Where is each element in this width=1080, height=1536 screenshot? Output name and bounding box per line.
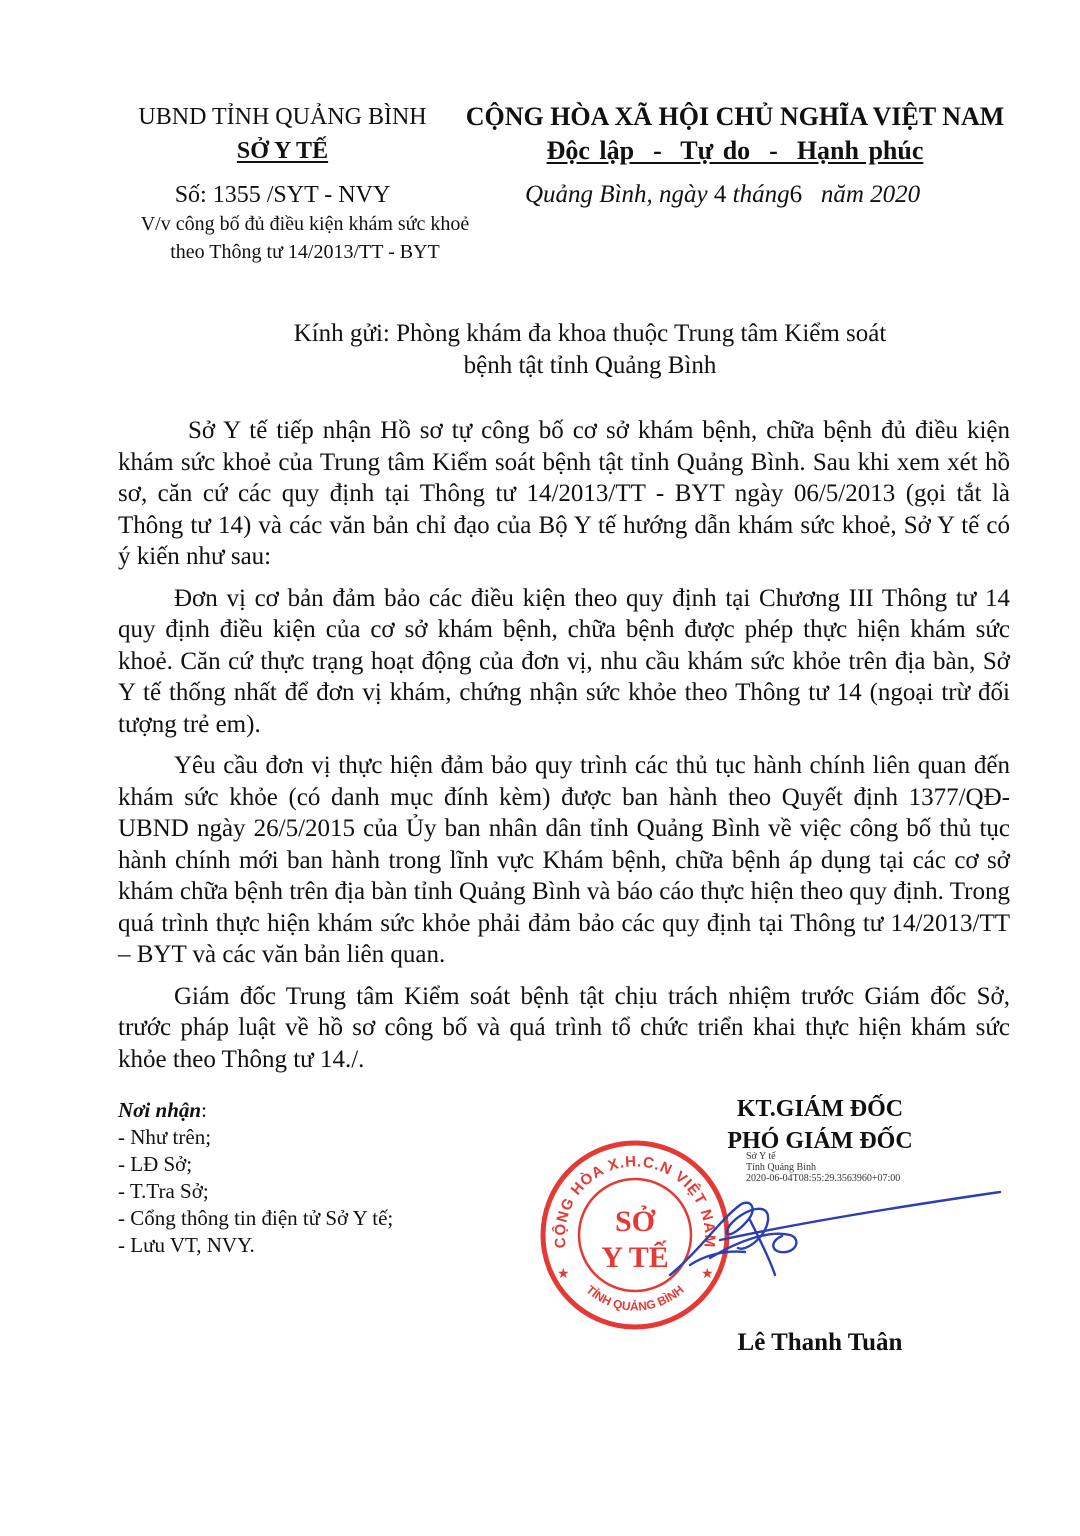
- distribution-item: - Lưu VT, NVY.: [118, 1233, 255, 1257]
- distribution-item: - T.Tra Sở;: [118, 1179, 209, 1203]
- number-suffix: /SYT - NVY: [260, 182, 391, 208]
- issuing-organization: [110, 100, 455, 168]
- subject-line-2: theo Thông tư 14/2013/TT - BYT: [170, 241, 440, 263]
- distribution-title: Nơi nhận: [118, 1098, 202, 1122]
- subject-line-1: V/v công bố đủ điều kiện khám sức khoẻ: [140, 213, 470, 235]
- date-year: năm 2020: [802, 181, 921, 208]
- signer-name: Lê Thanh Tuân: [737, 1329, 903, 1356]
- stamp-ring-text-bottom: TỈNH QUẢNG BÌNH: [583, 1282, 687, 1314]
- distribution-item: - Như trên;: [118, 1125, 212, 1149]
- document-subject: [105, 210, 505, 266]
- distribution-list: [118, 1097, 538, 1259]
- recipient-line-2: bệnh tật tỉnh Quảng Bình: [463, 352, 717, 379]
- date-place: Quảng Bình, ngày: [525, 181, 714, 208]
- signature-title-2: PHÓ GIÁM ĐỐC: [727, 1128, 913, 1154]
- digital-sig-line-2: Tỉnh Quảng Bình: [746, 1162, 816, 1173]
- national-header: [455, 100, 1015, 168]
- distribution-item: - LĐ Sở;: [118, 1152, 193, 1176]
- signature-title: [700, 1093, 940, 1157]
- org-name: SỞ Y TẾ: [236, 138, 329, 164]
- org-parent: UBND TỈNH QUẢNG BÌNH: [138, 104, 427, 130]
- distribution-item: - Cổng thông tin điện tử Sở Y tế;: [118, 1206, 394, 1230]
- national-motto: Độc lập - Tự do - Hạnh phúc: [546, 136, 924, 165]
- recipient-block: [140, 318, 1040, 382]
- body-paragraph-3: Yêu cầu đơn vị thực hiện đảm bảo quy trình các thủ tục hành chính liên quan đến khám sức khỏe (có danh mục đính kèm) được ban hành theo Quyết định 1377/QĐ-UBND ngày 26/5/2015 của Ủy ban nhân dân tỉnh Quảng Bình về việc công bố thủ tục hành chính mới ban hành trong lĩnh vực Khám bệnh, chữa bệnh áp dụng tại các cơ sở khám chữa bệnh trên địa bàn tỉnh Quảng Bình và báo cáo thực hiện theo quy định. Trong quá trình thực hiện khám sức khỏe phải đảm bảo các quy định tại Thông tư 14/2013/TT – BYT và các văn bản liên quan.: [118, 752, 1010, 968]
- stamp-ring-text-top: CỘNG HÒA X.H.C.N VIỆT NAM: [551, 1153, 719, 1249]
- signature-title-1: KT.GIÁM ĐỐC: [736, 1096, 904, 1122]
- digital-sig-line-1: Sở Y tế: [746, 1151, 776, 1162]
- date-month-label: tháng: [726, 181, 790, 208]
- handwritten-signature: [650, 1180, 1010, 1300]
- stamp-center-line-1: SỞ: [614, 1205, 656, 1238]
- star-icon: ★: [701, 1267, 714, 1282]
- number-prefix: Số:: [174, 182, 213, 208]
- nation-title: CỘNG HÒA XÃ HỘI CHỦ NGHĨA VIỆT NAM: [465, 102, 1005, 131]
- star-icon: ★: [557, 1267, 570, 1282]
- recipient-line-1: Kính gửi: Phòng khám đa khoa thuộc Trung tâm Kiểm soát: [293, 320, 887, 347]
- digital-signature-info: [746, 1151, 1006, 1184]
- stamp-center-line-2: Y TẾ: [601, 1241, 669, 1274]
- digital-sig-line-3: 2020-06-04T08:55:29.3563960+07:00: [746, 1173, 901, 1184]
- distribution-colon: :: [201, 1098, 207, 1122]
- body-paragraph-2: Đơn vị cơ bản đảm bảo các điều kiện theo quy định tại Chương III Thông tư 14 quy định điều kiện của cơ sở khám bệnh, chữa bệnh được phép thực hiện khám sức khoẻ. Căn cứ thực trạng hoạt động của đơn vị, nhu cầu khám sức khỏe trên địa bàn, Sở Y tế thống nhất để đơn vị khám, chứng nhận sức khỏe theo Thông tư 14 (ngoại trừ đối tượng trẻ em).: [118, 584, 1010, 738]
- document-number: [110, 180, 455, 210]
- body-paragraph-1: Sở Y tế tiếp nhận Hồ sơ tự công bố cơ sở khám bệnh, chữa bệnh đủ điều kiện khám sức khoẻ của Trung tâm Kiểm soát bệnh tật tỉnh Quảng Bình. Sau khi xem xét hồ sơ, căn cứ các quy định tại Thông tư 14/2013/TT - BYT ngày 06/5/2013 (gọi tắt là Thông tư 14) và các văn bản chỉ đạo của Bộ Y tế hướng dẫn khám sức khoẻ, Sở Y tế có ý kiến như sau:: [118, 417, 1010, 570]
- body-paragraph-4: Giám đốc Trung tâm Kiểm soát bệnh tật chịu trách nhiệm trước Giám đốc Sở, trước pháp luật về hồ sơ công bố và quá trình tổ chức triển khai thực hiện khám sức khỏe theo Thông tư 14./.: [118, 982, 1010, 1073]
- issue-date: [525, 180, 1005, 210]
- number-value: 1355: [212, 182, 261, 208]
- letter-body: [118, 415, 1010, 1085]
- date-day: 4: [713, 181, 727, 208]
- date-month: 6: [789, 181, 803, 208]
